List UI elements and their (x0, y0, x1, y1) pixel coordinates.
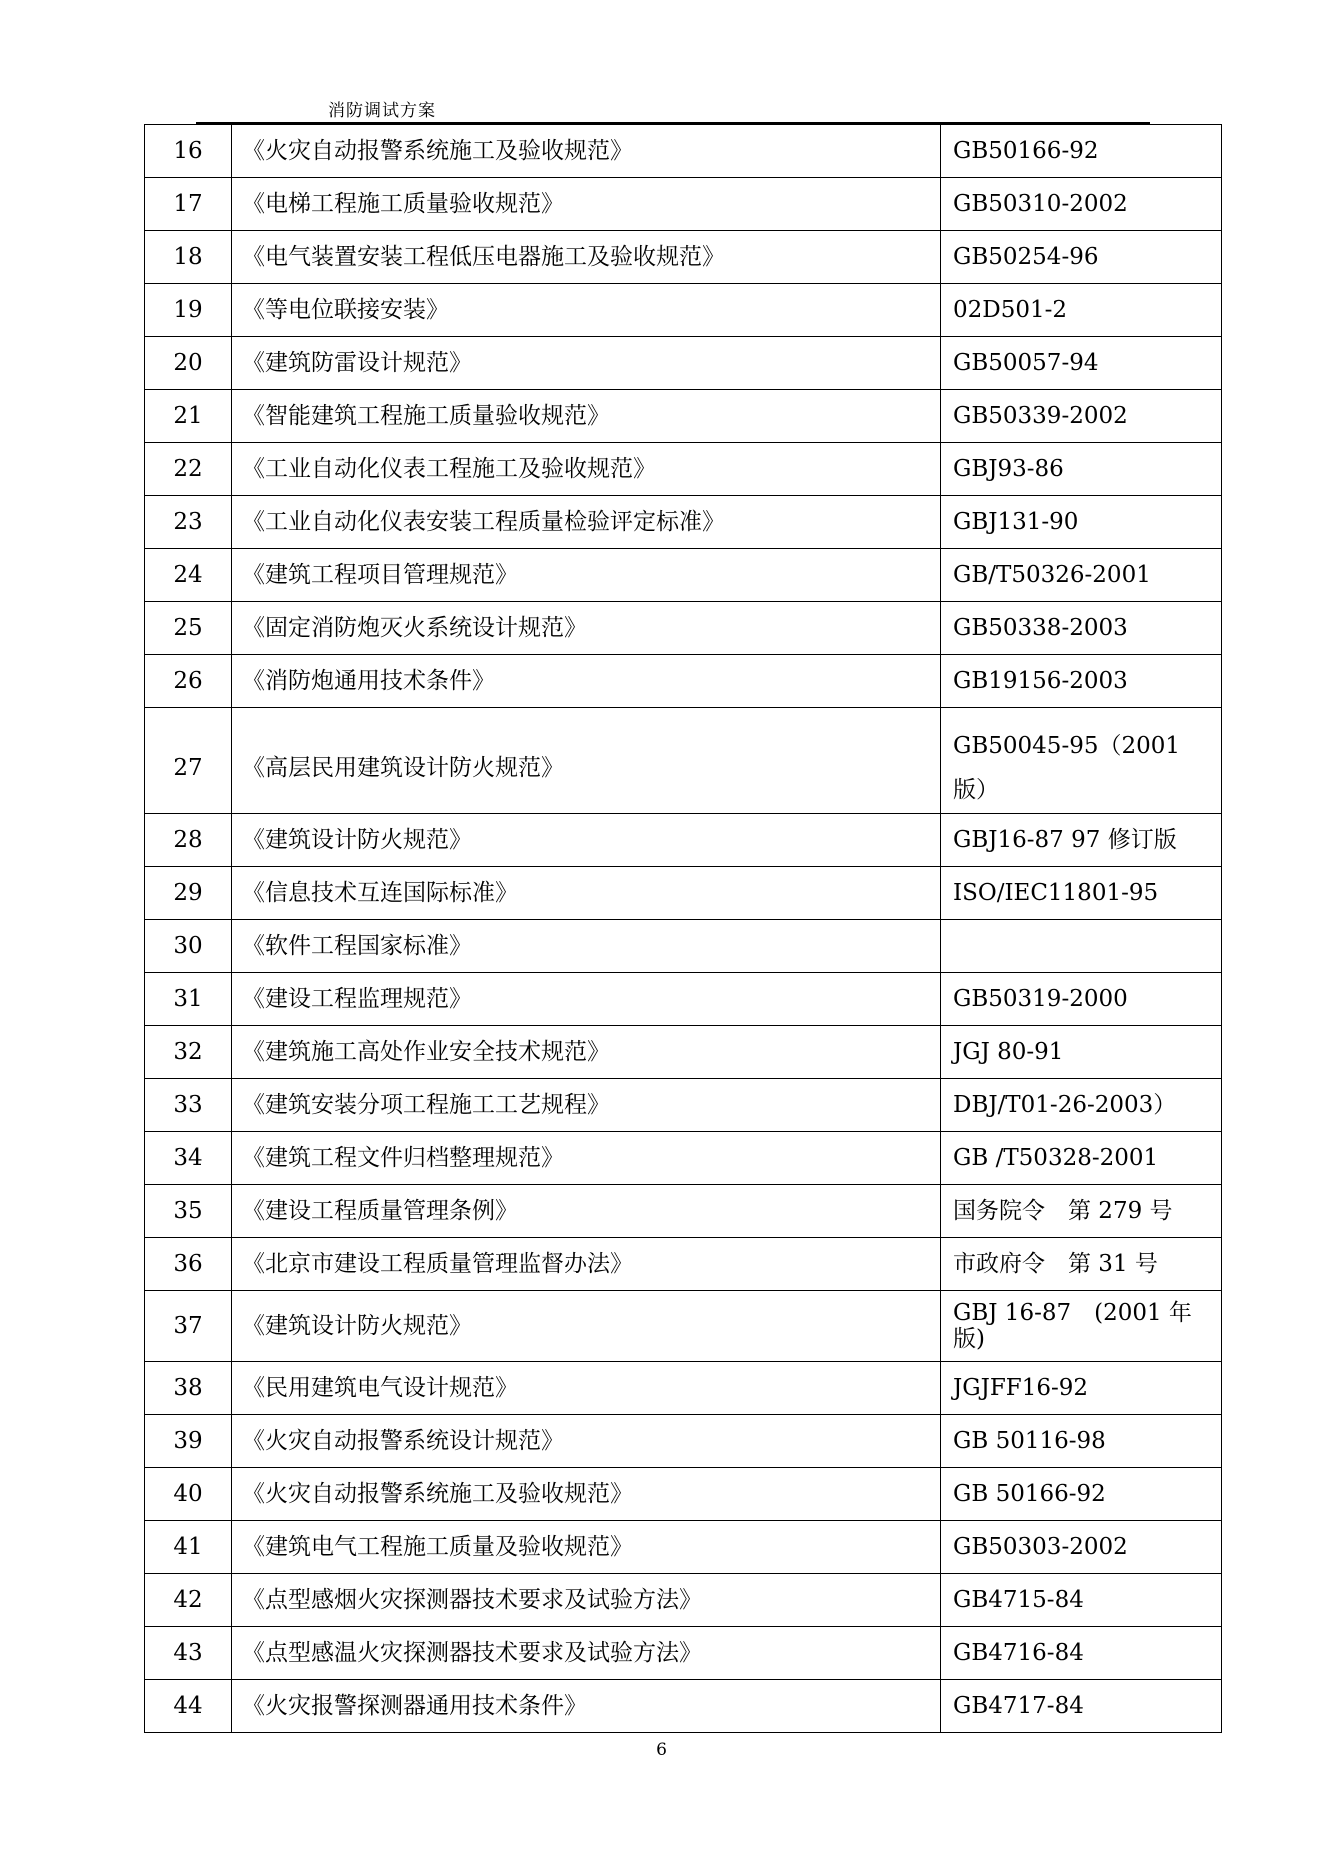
page-number: 6 (656, 1740, 667, 1760)
standard-name: 《工业自动化仪表工程施工及验收规范》 (232, 443, 941, 496)
row-number: 44 (145, 1680, 232, 1733)
row-number: 29 (145, 867, 232, 920)
standard-name: 《信息技术互连国际标准》 (232, 867, 941, 920)
standard-code: 市政府令 第 31 号 (941, 1238, 1222, 1291)
row-number: 19 (145, 284, 232, 337)
standard-code: GB /T50328-2001 (941, 1132, 1222, 1185)
row-number: 42 (145, 1574, 232, 1627)
table-row (145, 708, 1222, 814)
row-number: 39 (145, 1415, 232, 1468)
table-row (145, 1627, 1222, 1680)
standard-name: 《固定消防炮灭火系统设计规范》 (232, 602, 941, 655)
standard-code: GB50310-2002 (941, 178, 1222, 231)
table-row (145, 1079, 1222, 1132)
table-row (145, 496, 1222, 549)
standard-name: 《点型感烟火灾探测器技术要求及试验方法》 (232, 1574, 941, 1627)
standard-code: GB50303-2002 (941, 1521, 1222, 1574)
standard-code: JGJFF16-92 (941, 1362, 1222, 1415)
standard-code: GB/T50326-2001 (941, 549, 1222, 602)
row-number: 25 (145, 602, 232, 655)
standard-code: GB4716-84 (941, 1627, 1222, 1680)
table-row (145, 867, 1222, 920)
row-number: 38 (145, 1362, 232, 1415)
row-number: 27 (145, 708, 232, 814)
row-number: 34 (145, 1132, 232, 1185)
row-number: 30 (145, 920, 232, 973)
row-number: 17 (145, 178, 232, 231)
standard-name: 《软件工程国家标准》 (232, 920, 941, 973)
table-row (145, 1362, 1222, 1415)
standard-name: 《高层民用建筑设计防火规范》 (232, 708, 941, 814)
row-number: 21 (145, 390, 232, 443)
table-row (145, 1185, 1222, 1238)
standard-code: GB50254-96 (941, 231, 1222, 284)
standard-name: 《北京市建设工程质量管理监督办法》 (232, 1238, 941, 1291)
standard-name: 《等电位联接安装》 (232, 284, 941, 337)
standard-code: GB50339-2002 (941, 390, 1222, 443)
row-number: 20 (145, 337, 232, 390)
standard-code: GB 50116-98 (941, 1415, 1222, 1468)
standard-name: 《建筑安装分项工程施工工艺规程》 (232, 1079, 941, 1132)
table-row (145, 1291, 1222, 1362)
standard-code: GBJ16-87 97 修订版 (941, 814, 1222, 867)
standard-name: 《建筑施工高处作业安全技术规范》 (232, 1026, 941, 1079)
table-row (145, 1415, 1222, 1468)
row-number: 31 (145, 973, 232, 1026)
standard-name: 《建设工程质量管理条例》 (232, 1185, 941, 1238)
standard-code: GBJ93-86 (941, 443, 1222, 496)
table-row (145, 1680, 1222, 1733)
standard-name: 《火灾自动报警系统施工及验收规范》 (232, 125, 941, 178)
table-row (145, 549, 1222, 602)
standard-name: 《建筑设计防火规范》 (232, 1291, 941, 1362)
row-number: 26 (145, 655, 232, 708)
table-row (145, 1521, 1222, 1574)
row-number: 23 (145, 496, 232, 549)
row-number: 36 (145, 1238, 232, 1291)
standard-code: GB50319-2000 (941, 973, 1222, 1026)
row-number: 33 (145, 1079, 232, 1132)
standard-code: 02D501-2 (941, 284, 1222, 337)
row-number: 28 (145, 814, 232, 867)
row-number: 43 (145, 1627, 232, 1680)
standard-code: GB50166-92 (941, 125, 1222, 178)
table-row (145, 920, 1222, 973)
standard-code: GB50338-2003 (941, 602, 1222, 655)
table-row (145, 1238, 1222, 1291)
standard-name: 《火灾报警探测器通用技术条件》 (232, 1680, 941, 1733)
row-number: 40 (145, 1468, 232, 1521)
standards-table (144, 124, 1222, 1733)
standard-name: 《建筑设计防火规范》 (232, 814, 941, 867)
table-row (145, 602, 1222, 655)
table-row (145, 814, 1222, 867)
standard-name: 《工业自动化仪表安装工程质量检验评定标准》 (232, 496, 941, 549)
standard-code: 国务院令 第 279 号 (941, 1185, 1222, 1238)
table-row (145, 337, 1222, 390)
row-number: 35 (145, 1185, 232, 1238)
standard-name: 《建设工程监理规范》 (232, 973, 941, 1026)
standard-name: 《消防炮通用技术条件》 (232, 655, 941, 708)
standard-code: ISO/IEC11801-95 (941, 867, 1222, 920)
standard-name: 《火灾自动报警系统施工及验收规范》 (232, 1468, 941, 1521)
row-number: 32 (145, 1026, 232, 1079)
document-header-title: 消防调试方案 (328, 101, 436, 121)
table-row (145, 178, 1222, 231)
table-row (145, 973, 1222, 1026)
standard-code: GB4717-84 (941, 1680, 1222, 1733)
row-number: 22 (145, 443, 232, 496)
standard-code: GB 50166-92 (941, 1468, 1222, 1521)
standard-code: GB19156-2003 (941, 655, 1222, 708)
standard-code: GB50045-95（2001 版） (941, 708, 1222, 814)
standard-name: 《建筑防雷设计规范》 (232, 337, 941, 390)
standard-name: 《建筑工程项目管理规范》 (232, 549, 941, 602)
standard-name: 《建筑工程文件归档整理规范》 (232, 1132, 941, 1185)
standard-code: GB50057-94 (941, 337, 1222, 390)
row-number: 16 (145, 125, 232, 178)
table-row (145, 1132, 1222, 1185)
table-row (145, 1026, 1222, 1079)
standard-code: GB4715-84 (941, 1574, 1222, 1627)
table-row (145, 1574, 1222, 1627)
standard-code: DBJ/T01-26-2003） (941, 1079, 1222, 1132)
standard-code: JGJ 80-91 (941, 1026, 1222, 1079)
row-number: 18 (145, 231, 232, 284)
table-row (145, 443, 1222, 496)
table-row (145, 1468, 1222, 1521)
row-number: 37 (145, 1291, 232, 1362)
row-number: 24 (145, 549, 232, 602)
table-row (145, 284, 1222, 337)
table-row (145, 231, 1222, 284)
row-number: 41 (145, 1521, 232, 1574)
standard-name: 《火灾自动报警系统设计规范》 (232, 1415, 941, 1468)
standard-code: GBJ131-90 (941, 496, 1222, 549)
standard-name: 《点型感温火灾探测器技术要求及试验方法》 (232, 1627, 941, 1680)
standard-name: 《智能建筑工程施工质量验收规范》 (232, 390, 941, 443)
standard-code (941, 920, 1222, 973)
standard-code: GBJ 16-87 (2001 年版) (941, 1291, 1222, 1362)
standard-name: 《电气装置安装工程低压电器施工及验收规范》 (232, 231, 941, 284)
standard-name: 《建筑电气工程施工质量及验收规范》 (232, 1521, 941, 1574)
standard-name: 《电梯工程施工质量验收规范》 (232, 178, 941, 231)
table-row (145, 390, 1222, 443)
standard-name: 《民用建筑电气设计规范》 (232, 1362, 941, 1415)
table-row (145, 125, 1222, 178)
table-row (145, 655, 1222, 708)
